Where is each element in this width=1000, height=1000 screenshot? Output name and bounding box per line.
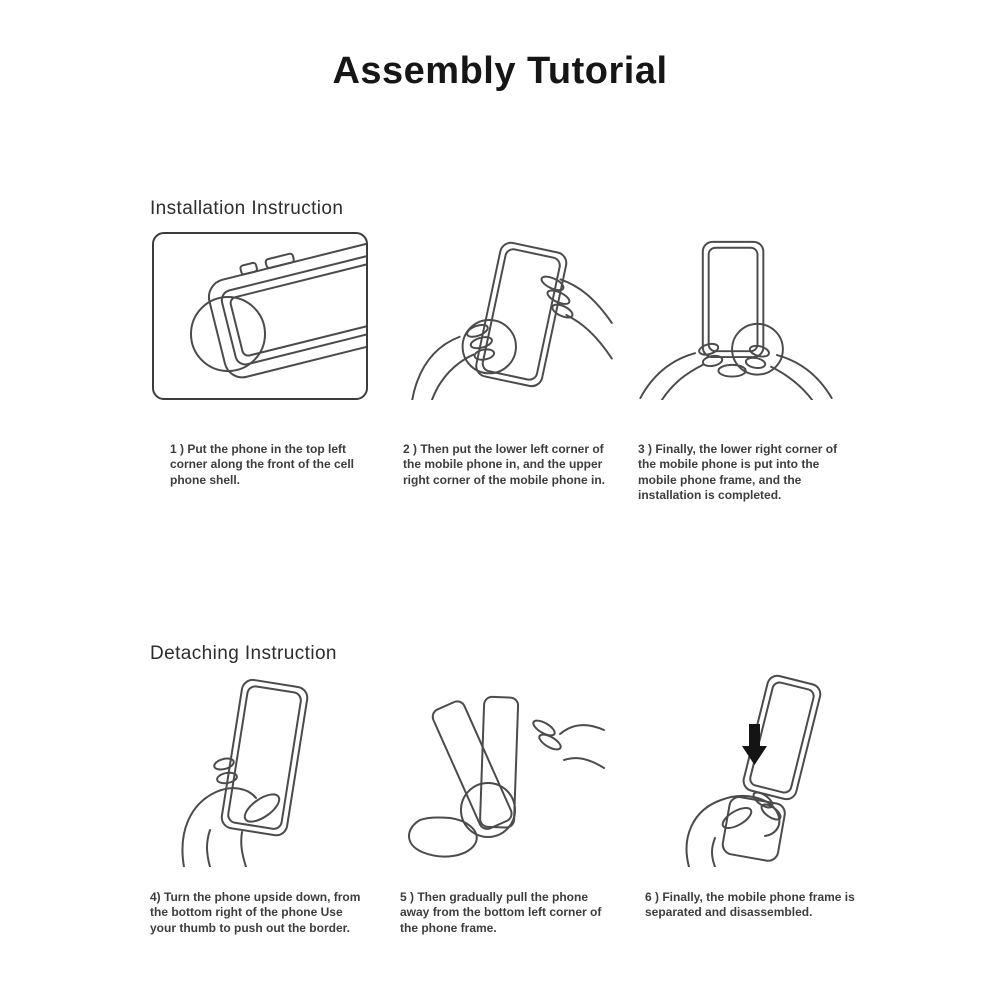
step-6-panel: [645, 672, 845, 867]
side-button-icon: [240, 262, 258, 275]
step-3-panel: [632, 236, 840, 400]
step-5-illustration phone-pulled-from-frame: [392, 672, 607, 867]
page-title: Assembly Tutorial: [332, 50, 668, 92]
right-hand: [718, 344, 831, 400]
step-6-caption: 6 ) Finally, the mobile phone frame is separated and disassembled.: [645, 890, 855, 920]
thumb: [718, 365, 745, 377]
phone-and-frame-outline: [203, 234, 366, 381]
step-5-caption: 5 ) Then gradually pull the phone away from the bottom left corner of the phone frame.: [400, 890, 602, 935]
step-2-illustration hands-holding-phone: [406, 232, 618, 400]
right-hand: [531, 718, 604, 768]
right-hand: [540, 274, 612, 359]
step-4-panel: [150, 672, 355, 867]
left-hand: [640, 342, 723, 400]
cushion-blob: [409, 817, 477, 856]
step-5-panel: [392, 672, 607, 867]
step-3-caption: 3 ) Finally, the lower right corner of the mobile phone is put into the mobile phone frame, and the installation is completed.: [638, 442, 838, 503]
step-4-caption: 4) Turn the phone upside down, from the bottom right of the phone Use your thumb to push out the border.: [150, 890, 361, 935]
highlight-circle: [191, 297, 265, 371]
phone-slab: [480, 697, 519, 828]
step-1-illustration corner-insert-diagram: [154, 234, 366, 398]
phone-outline: [474, 241, 568, 388]
section-heading-installation: Installation Instruction: [150, 198, 344, 219]
step-2-panel: [406, 232, 618, 400]
hand: [182, 757, 283, 867]
frame-slab: [430, 699, 514, 832]
step-4-illustration hand-holding-phone-upside-down: [150, 672, 355, 867]
section-heading-detaching: Detaching Instruction: [150, 643, 337, 664]
down-arrow-icon: [742, 724, 767, 765]
step-3-illustration hands-at-phone-bottom: [632, 236, 840, 400]
side-button-icon: [265, 253, 294, 269]
step-1-panel: [152, 232, 368, 400]
step-1-caption: 1 ) Put the phone in the top left corner along the front of the cell phone shell.: [170, 442, 355, 487]
phone-outline: [220, 678, 309, 836]
thumb: [240, 789, 283, 827]
step-2-caption: 2 ) Then put the lower left corner of the mobile phone in, and the upper right corner of the mobile phone in.: [403, 442, 606, 487]
step-6-illustration frame-separated: [645, 672, 845, 867]
thumb: [720, 804, 755, 832]
